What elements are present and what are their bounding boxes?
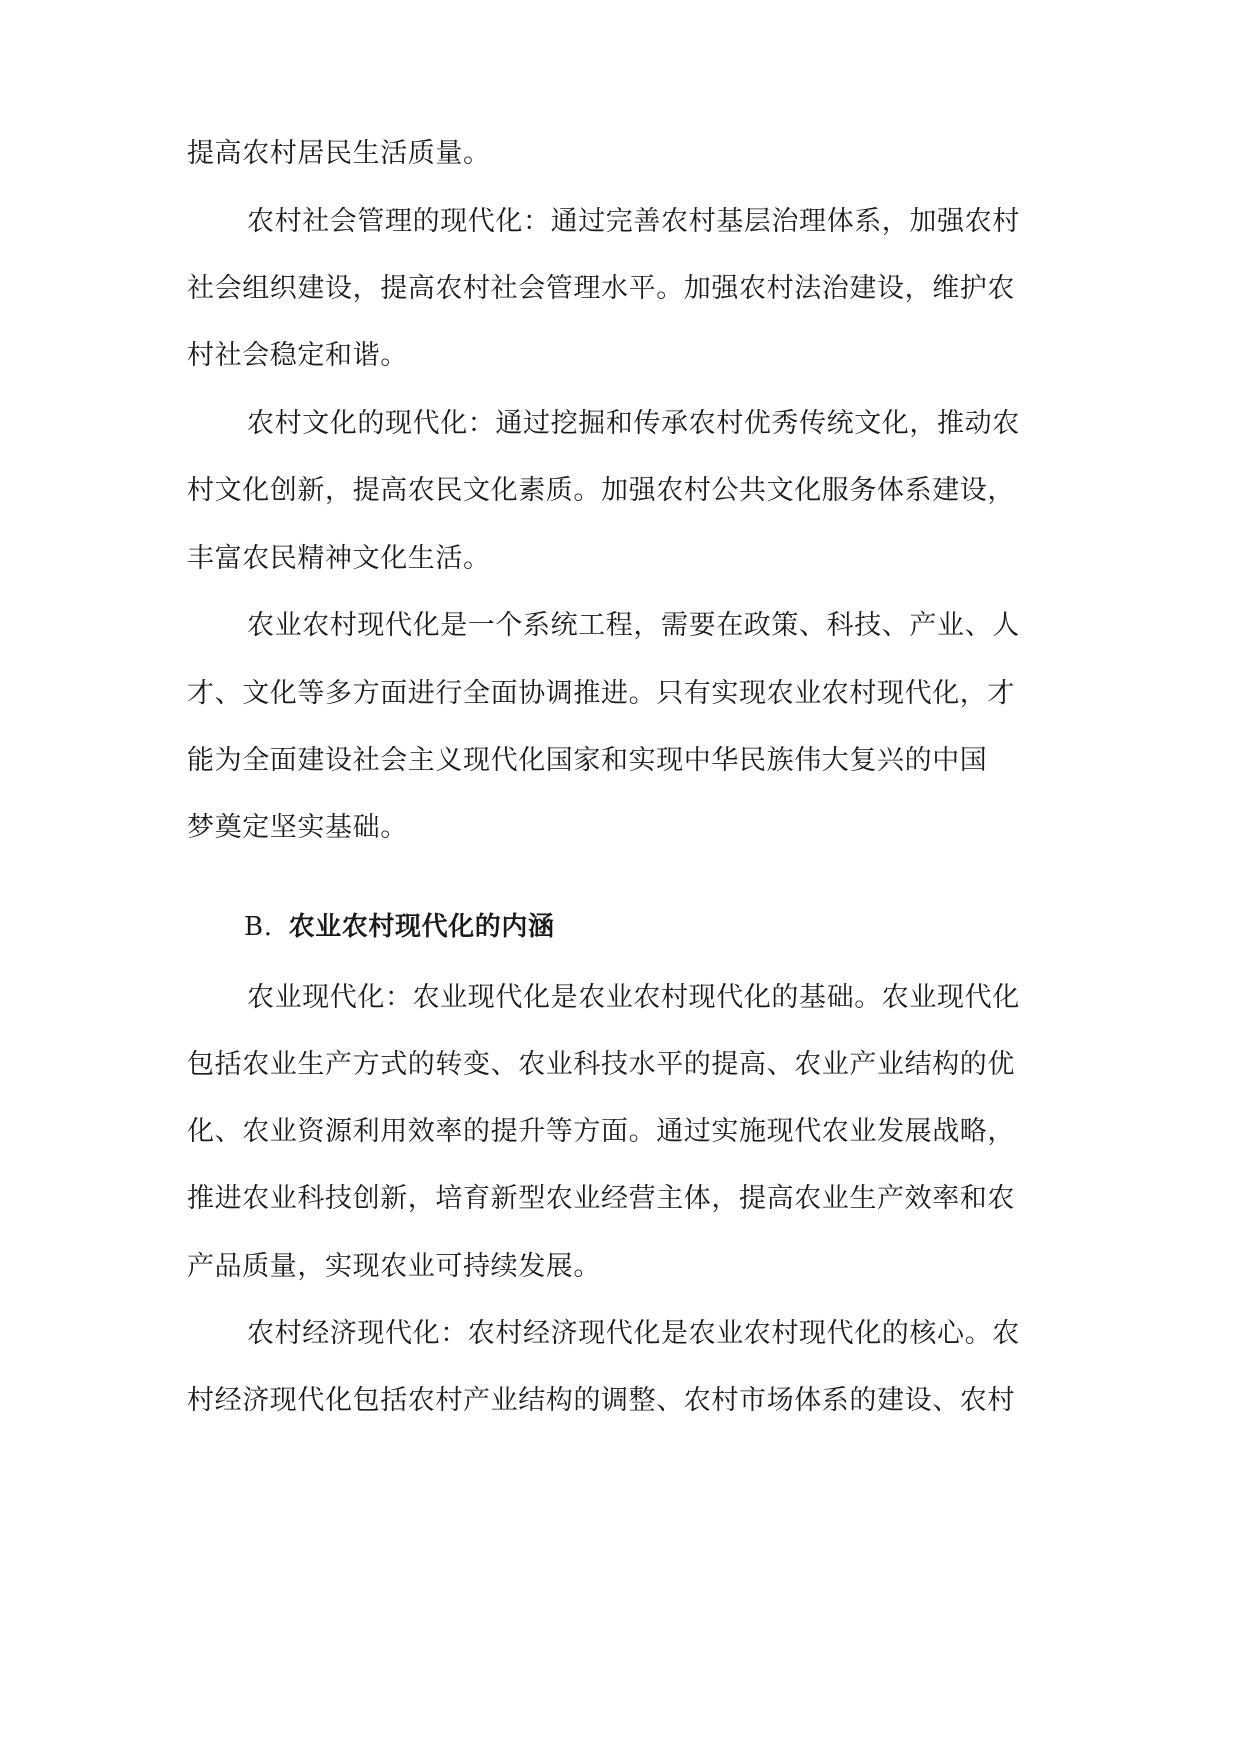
section-title: 农业农村现代化的内涵	[288, 912, 555, 942]
paragraph-line: 村文化创新，提高农民文化素质。加强农村公共文化服务体系建设，	[187, 475, 1015, 506]
paragraph-line: 村社会稳定和谐。	[187, 340, 408, 371]
paragraph-line: 农村经济现代化：农村经济现代化是农业农村现代化的核心。农	[247, 1318, 1020, 1349]
paragraph-line: 农村文化的现代化：通过挖掘和传承农村优秀传统文化，推动农	[247, 408, 1020, 439]
paragraph-line: 才、文化等多方面进行全面协调推进。只有实现农业农村现代化，才	[187, 678, 1015, 709]
section-heading	[244, 909, 555, 945]
paragraph-line: 包括农业生产方式的转变、农业科技水平的提高、农业产业结构的优	[187, 1049, 1015, 1080]
paragraph-line: 农业现代化：农业现代化是农业农村现代化的基础。农业现代化	[247, 982, 1020, 1013]
paragraph-line: 村经济现代化包括农村产业结构的调整、农村市场体系的建设、农村	[187, 1385, 1015, 1416]
paragraph-line: 农业农村现代化是一个系统工程，需要在政策、科技、产业、人	[247, 610, 1020, 641]
paragraph-line: 能为全面建设社会主义现代化国家和实现中华民族伟大复兴的中国	[187, 745, 988, 776]
paragraph-line: 丰富农民精神文化生活。	[187, 543, 491, 574]
paragraph-line: 社会组织建设，提高农村社会管理水平。加强农村法治建设，维护农	[187, 273, 1015, 304]
section-label: B.	[244, 912, 273, 942]
paragraph-line: 产品质量，实现农业可持续发展。	[187, 1251, 601, 1282]
paragraph-line: 梦奠定坚实基础。	[187, 812, 408, 843]
paragraph-line: 提高农村居民生活质量。	[187, 138, 491, 169]
paragraph-line: 推进农业科技创新，培育新型农业经营主体，提高农业生产效率和农	[187, 1183, 1015, 1214]
paragraph-line: 化、农业资源利用效率的提升等方面。通过实施现代农业发展战略，	[187, 1116, 1015, 1147]
paragraph-line: 农村社会管理的现代化：通过完善农村基层治理体系，加强农村	[247, 206, 1020, 237]
